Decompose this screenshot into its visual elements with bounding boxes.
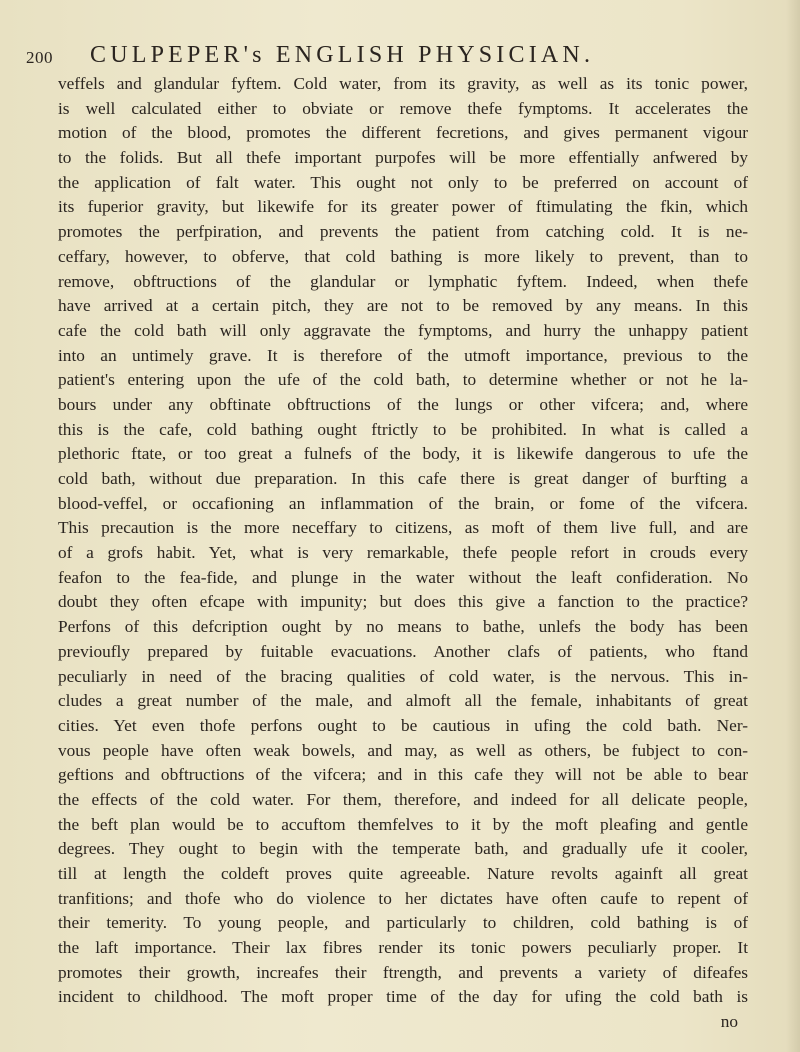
text-line: cafe the cold bath will only aggravate the fymptoms, and hurry the unhappy patient [58, 320, 748, 340]
text-line: Perfons of this defcription ought by no means to bathe, unlefs the body has been [58, 617, 748, 637]
text-line: bours under any obftinate obftructions of the lungs or other vifcera; and, where [58, 394, 748, 414]
text-line: this is the cafe, cold bathing ought ftrictly to be prohibited. In what is called a [58, 419, 748, 439]
text-line: its fuperior gravity, but likewife for its greater power of ftimulating the fkin, which [58, 197, 748, 217]
text-line: blood-veffel, or occafioning an inflammation of the brain, or fome of the vifcera. [58, 493, 748, 513]
running-head [26, 42, 726, 72]
text-line: ceffary, however, to obferve, that cold bathing is more likely to prevent, than to [58, 246, 748, 266]
text-line: have arrived at a certain pitch, they are not to be removed by any means. In this [58, 296, 748, 316]
text-line: incident to childhood. The moft proper time of the day for ufing the cold bath is [58, 987, 748, 1007]
text-line: cities. Yet even thofe perfons ought to be cautious in ufing the cold bath. Ner- [58, 715, 748, 735]
running-title: CULPEPER's ENGLISH PHYSICIAN. [90, 42, 595, 68]
text-line: feafon to the fea-fide, and plunge in the water without the leaft confideration. No [58, 567, 748, 587]
text-line: till at length the coldeft proves quite agreeable. Nature revolts againft all great [58, 864, 748, 883]
page-number: 200 [26, 48, 53, 67]
text-line: is well calculated either to obviate or remove thefe fymptoms. It accelerates the [58, 98, 748, 118]
catchword: no [720, 1012, 738, 1032]
text-line: patient's entering upon the ufe of the cold bath, to determine whether or not he la- [58, 370, 748, 390]
text-line: tranfitions; and thofe who do violence to her dictates have often caufe to repent of [58, 888, 748, 908]
text-line: cold bath, without due preparation. In this cafe there is great danger of burfting a [58, 469, 748, 488]
text-line: veffels and glandular fyftem. Cold water, from its gravity, as well as its tonic power, [58, 74, 748, 93]
text-line: cludes a great number of the male, and almoft all the female, inhabitants of great [58, 691, 748, 711]
text-line: motion of the blood, promotes the different fecretions, and gives permanent vigour [58, 123, 748, 143]
body-text [58, 72, 748, 1035]
text-line: the effects of the cold water. For them, therefore, and indeed for all delicate people, [58, 789, 748, 809]
page-edge-shadow [786, 0, 800, 1052]
text-line: to the folids. But all thefe important purpofes will be more effentially anfwered by [58, 148, 748, 168]
text-line: into an untimely grave. It is therefore of the utmoft importance, previous to the [58, 345, 748, 365]
text-line: the application of falt water. This ought not only to be preferred on account of [58, 172, 748, 192]
text-line: vous people have often weak bowels, and may, as well as others, be fubject to con- [58, 740, 748, 760]
text-line: the laft importance. Their lax fibres render its tonic powers peculiarly proper. It [58, 938, 748, 958]
text-line: the beft plan would be to accuftom themfelves to it by the moft pleafing and gentle [58, 814, 748, 834]
text-line: promotes the perfpiration, and prevents the patient from catching cold. It is ne- [58, 222, 748, 242]
text-line: promotes their growth, increafes their ftrength, and prevents a variety of difeafes [58, 962, 748, 982]
text-line: peculiarly in need of the bracing qualities of cold water, is the nervous. This in- [58, 666, 748, 686]
text-line: previoufly prepared by fuitable evacuations. Another clafs of patients, who ftand [58, 641, 748, 661]
text-line: degrees. They ought to begin with the temperate bath, and gradually ufe it cooler, [58, 839, 748, 859]
text-line: of a grofs habit. Yet, what is very remarkable, thefe people refort in crouds every [58, 543, 748, 563]
text-line: their temerity. To young people, and particularly to children, cold bathing is of [58, 913, 748, 933]
text-line: remove, obftructions of the glandular or lymphatic fyftem. Indeed, when thefe [58, 271, 748, 291]
text-line: doubt they often efcape with impunity; but does this give a fanction to the practice? [58, 592, 748, 612]
text-line: This precaution is the more neceffary to citizens, as moft of them live full, and are [58, 518, 748, 538]
text-line: geftions and obftructions of the vifcera; and in this cafe they will not be able to bear [58, 765, 748, 785]
text-line: plethoric ftate, or too great a fulnefs of the body, it is likewife dangerous to ufe the [58, 444, 748, 464]
